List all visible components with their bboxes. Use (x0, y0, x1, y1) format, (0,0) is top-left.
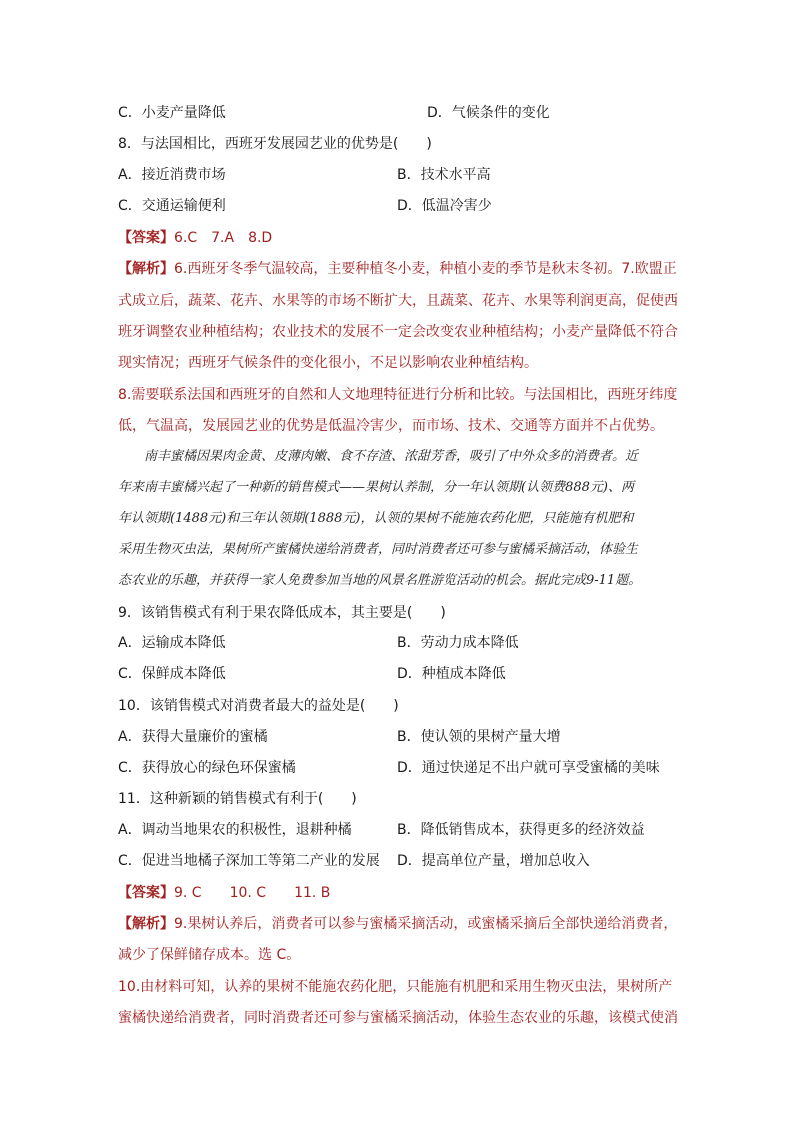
analysis-label: 【解析】 (118, 261, 174, 277)
analysis-text: 6.西班牙冬季气温较高，主要种植冬小麦，种植小麦的季节是秋末冬初。7.欧盟正 (174, 261, 677, 277)
q9-option-b: B．劳动力成本降低 (397, 635, 519, 651)
q8-option-d: D．低温冷害少 (397, 198, 492, 214)
analysis-block-1-line-6: 低，气温高，发展园艺业的优势是低温冷害少，而市场、技术、交通等方面并不占优势。 (118, 418, 664, 434)
q9-option-d: D．种植成本降低 (397, 666, 506, 682)
analysis-label: 【解析】 (118, 916, 174, 932)
q9-stem: 9．该销售模式有利于果农降低成本，其主要是( ) (118, 605, 446, 621)
q11-option-d: D．提高单位产量，增加总收入 (397, 853, 590, 869)
passage-line-5: 态农业的乐趣，并获得一家人免费参加当地的风景名胜游览活动的机会。据此完成9-11题。 (118, 573, 642, 588)
answer-text: 6.C 7.A 8.D (174, 230, 273, 246)
passage-line-3: 年认领期(1488元)和三年认领期(1888元)，认领的果树不能施农药化肥，只能施有机肥和 (118, 511, 634, 526)
q10-option-c: C．获得放心的绿色环保蜜橘 (118, 760, 296, 776)
q8-option-c: C．交通运输便利 (118, 198, 226, 214)
answer-block-1 (118, 228, 272, 248)
q10-option-b: B．使认领的果树产量大增 (397, 729, 561, 745)
q8-stem: 8．与法国相比，西班牙发展园艺业的优势是( ) (118, 136, 432, 152)
q10-option-d: D．通过快递足不出户就可享受蜜橘的美味 (397, 760, 660, 776)
analysis-block-2-line-1 (118, 914, 677, 934)
q9-option-a: A．运输成本降低 (118, 635, 226, 651)
passage-line-1: 南丰蜜橘因果肉金黄、皮薄肉嫩、食不存渣、浓甜芳香，吸引了中外众多的消费者。近 (118, 449, 639, 464)
q8-option-b: B．技术水平高 (397, 167, 491, 183)
q11-stem: 11．这种新颖的销售模式有利于( ) (118, 791, 357, 807)
q11-option-b: B．降低销售成本，获得更多的经济效益 (397, 822, 645, 838)
q7-option-d: D．气候条件的变化 (427, 105, 550, 121)
passage-line-2: 年来南丰蜜橘兴起了一种新的销售模式——果树认养制，分一年认领期(认领费888元)、两 (118, 480, 634, 495)
answer-block-2 (118, 883, 330, 903)
q8-option-a: A．接近消费市场 (118, 167, 226, 183)
analysis-block-2-line-2: 减少了保鲜储存成本。选 C。 (118, 947, 301, 963)
q9-option-c: C．保鲜成本降低 (118, 666, 226, 682)
q10-stem: 10．该销售模式对消费者最大的益处是( ) (118, 698, 399, 714)
analysis-text: 9.果树认养后，消费者可以参与蜜橘采摘活动，或蜜橘采摘后全部快递给消费者， (174, 916, 678, 932)
answer-label: 【答案】 (118, 230, 174, 246)
analysis-block-1-line-5: 8.需要联系法国和西班牙的自然和人文地理特征进行分析和比较。与法国相比，西班牙纬度 (118, 387, 678, 403)
answer-text: 9. C 10. C 11. B (174, 885, 331, 901)
analysis-block-2-line-4: 蜜橘快递给消费者，同时消费者还可参与蜜橘采摘活动，体验生态农业的乐趣，该模式使消 (118, 1010, 678, 1026)
analysis-block-1-line-2: 式成立后，蔬菜、花卉、水果等的市场不断扩大，且蔬菜、花卉、水果等利润更高，促使西 (118, 293, 678, 309)
q10-option-a: A．获得大量廉价的蜜橘 (118, 729, 268, 745)
answer-label: 【答案】 (118, 885, 174, 901)
analysis-block-1-line-3: 班牙调整农业种植结构；农业技术的发展不一定会改变农业种植结构；小麦产量降低不符合 (118, 324, 678, 340)
passage-line-4: 采用生物灭虫法，果树所产蜜橘快递给消费者，同时消费者还可参与蜜橘采摘活动，体验生 (118, 542, 639, 557)
analysis-block-1-line-1 (118, 259, 677, 279)
q7-option-c: C．小麦产量降低 (118, 105, 226, 121)
analysis-block-1-line-4: 现实情况；西班牙气候条件的变化很小，不足以影响农业种植结构。 (118, 355, 538, 371)
q11-option-a: A．调动当地果农的积极性，退耕种橘 (118, 822, 352, 838)
q11-option-c: C．促进当地橘子深加工等第二产业的发展 (118, 853, 380, 869)
analysis-block-2-line-3: 10.由材料可知，认养的果树不能施农药化肥，只能施有机肥和采用生物灭虫法，果树所产 (118, 979, 673, 995)
